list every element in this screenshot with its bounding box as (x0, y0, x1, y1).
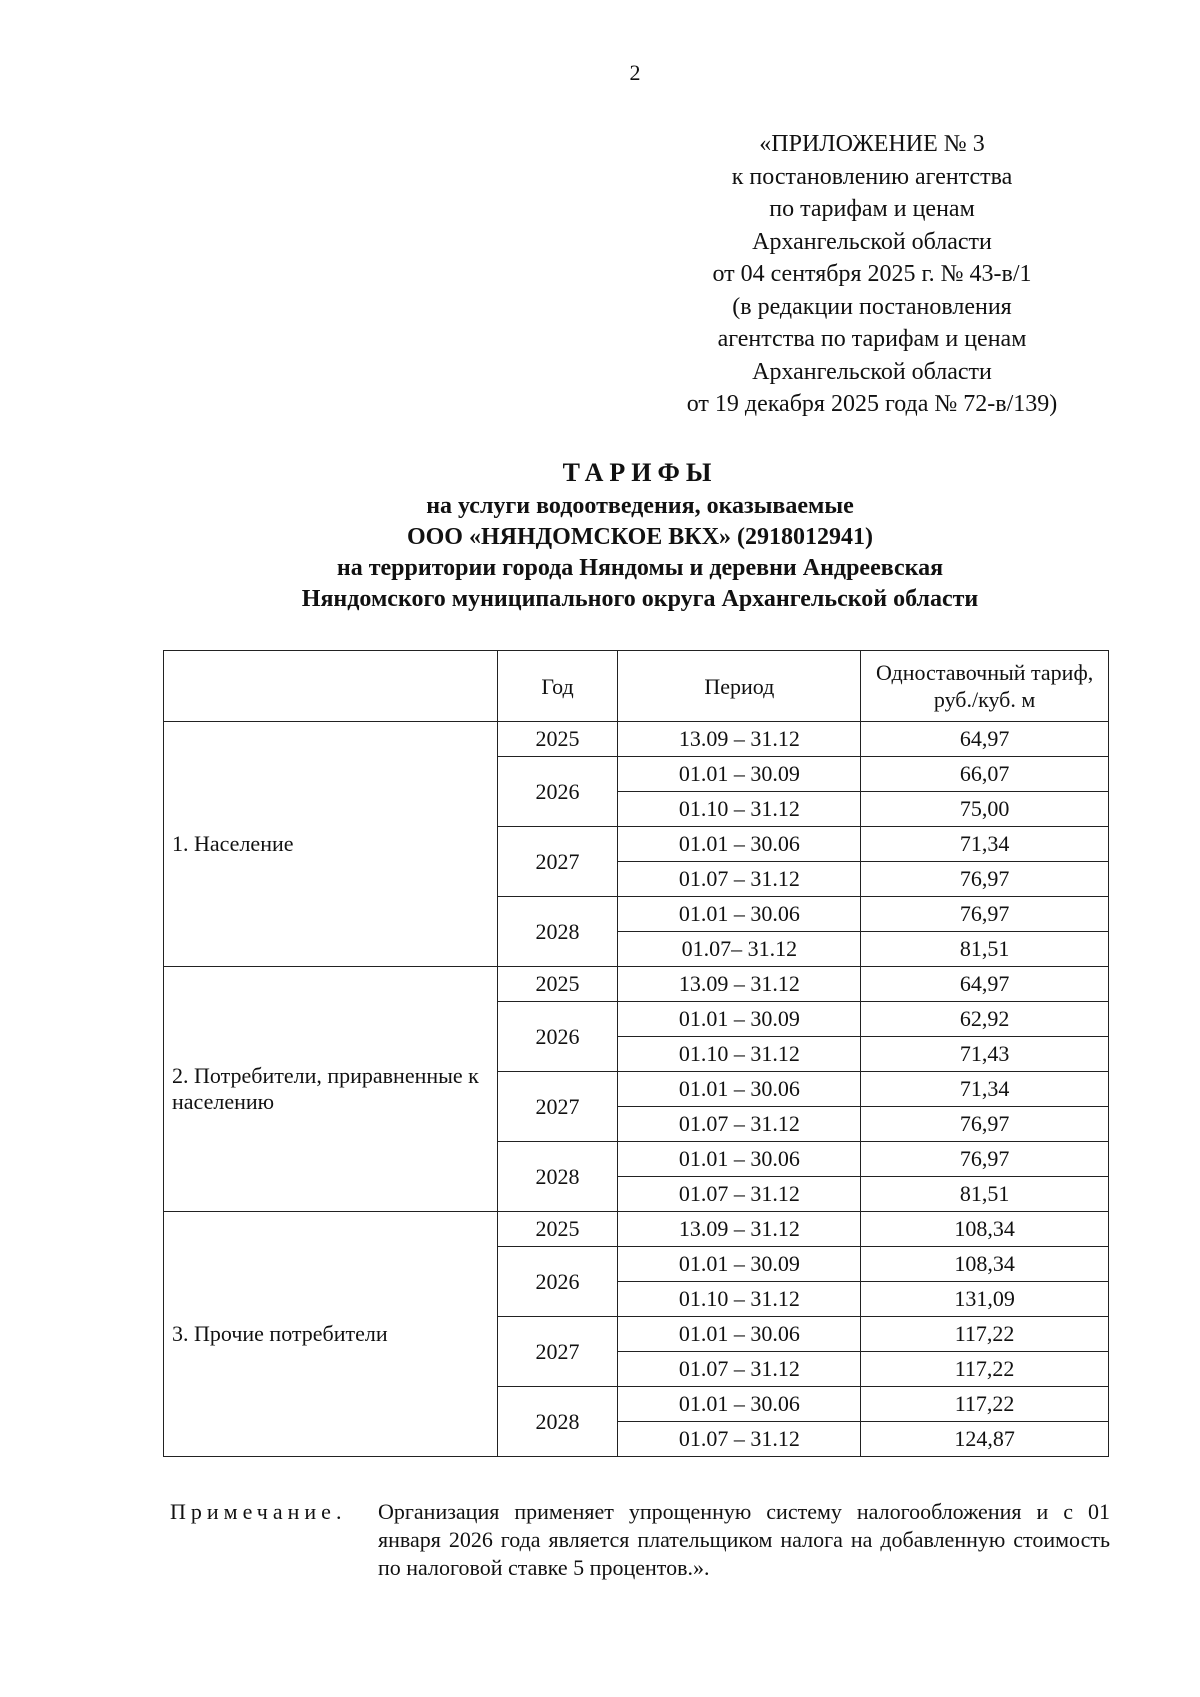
note-block (170, 1498, 1110, 1582)
appendix-line: Архангельской области (752, 228, 992, 255)
tariff-cell: 81,51 (861, 1177, 1109, 1212)
note-label: Примечание. (170, 1499, 347, 1524)
year-cell: 2027 (497, 827, 618, 897)
appendix-line: агентства по тарифам и ценам (717, 326, 1027, 352)
period-cell: 01.10 – 31.12 (618, 1282, 861, 1317)
period-cell: 01.01 – 30.06 (618, 827, 861, 862)
appendix-line: от 04 сентября 2025 г. № 43-в/1 (712, 261, 1032, 287)
tariff-cell: 75,00 (861, 792, 1109, 827)
year-cell: 2026 (497, 1002, 618, 1072)
header-year: Год (497, 651, 618, 722)
period-cell: 01.01 – 30.09 (618, 757, 861, 792)
tariff-cell: 64,97 (861, 722, 1109, 757)
tariff-cell: 124,87 (861, 1422, 1109, 1457)
title-main: ТАРИФЫ (562, 458, 718, 487)
year-cell: 2028 (497, 1387, 618, 1457)
header-period: Период (618, 651, 861, 722)
title-line: на территории города Няндомы и деревни Андреевская (336, 555, 944, 581)
tariff-cell: 108,34 (861, 1212, 1109, 1247)
year-cell: 2027 (497, 1072, 618, 1142)
period-cell: 01.07 – 31.12 (618, 1107, 861, 1142)
period-cell: 01.01 – 30.06 (618, 897, 861, 932)
tariff-cell: 117,22 (861, 1387, 1109, 1422)
tariff-cell: 71,34 (861, 827, 1109, 862)
year-cell: 2025 (497, 1212, 618, 1247)
title-line: Няндомского муниципального округа Архангельской области (301, 586, 979, 612)
document-title (150, 455, 1130, 615)
year-cell: 2028 (497, 1142, 618, 1212)
tariff-cell: 66,07 (861, 757, 1109, 792)
period-cell: 01.01 – 30.06 (618, 1072, 861, 1107)
consumer-group-name: 1. Население (164, 722, 498, 967)
period-cell: 01.01 – 30.09 (618, 1002, 861, 1037)
table-row (164, 722, 1109, 757)
appendix-header (642, 128, 1102, 421)
period-cell: 01.07 – 31.12 (618, 1422, 861, 1457)
header-tariff: Одноставочный тариф, руб./куб. м (861, 651, 1109, 722)
consumer-group-name: 3. Прочие потребители (164, 1212, 498, 1457)
period-cell: 01.01 – 30.09 (618, 1247, 861, 1282)
year-cell: 2026 (497, 757, 618, 827)
period-cell: 01.07 – 31.12 (618, 1177, 861, 1212)
tariff-cell: 76,97 (861, 1107, 1109, 1142)
year-cell: 2025 (497, 967, 618, 1002)
year-cell: 2026 (497, 1247, 618, 1317)
tariff-cell: 131,09 (861, 1282, 1109, 1317)
tariff-cell: 81,51 (861, 932, 1109, 967)
appendix-line: Архангельской области (752, 358, 992, 385)
table-row (164, 967, 1109, 1002)
tariff-table (163, 650, 1109, 1457)
tariff-cell: 62,92 (861, 1002, 1109, 1037)
consumer-group-name: 2. Потребители, приравненные к населению (164, 967, 498, 1212)
appendix-line: от 19 декабря 2025 года № 72-в/139) (686, 391, 1058, 417)
year-cell: 2028 (497, 897, 618, 967)
appendix-line: по тарифам и ценам (769, 196, 975, 222)
period-cell: 01.07 – 31.12 (618, 1352, 861, 1387)
note-text: Организация применяет упрощенную систему налогообложения и с 01 января 2026 года является плательщиком налога на добавленную стоимость по налоговой ставке 5 процентов.». (378, 1499, 1110, 1580)
year-cell: 2025 (497, 722, 618, 757)
period-cell: 01.01 – 30.06 (618, 1387, 861, 1422)
table-row (164, 1212, 1109, 1247)
period-cell: 01.07 – 31.12 (618, 862, 861, 897)
period-cell: 01.07– 31.12 (618, 932, 861, 967)
tariff-cell: 71,34 (861, 1072, 1109, 1107)
tariff-cell: 76,97 (861, 862, 1109, 897)
title-line: на услуги водоотведения, оказываемые (426, 493, 854, 519)
appendix-line: «ПРИЛОЖЕНИЕ № 3 (759, 131, 985, 157)
title-line: ООО «НЯНДОМСКОЕ ВКХ» (2918012941) (406, 524, 874, 550)
tariff-cell: 117,22 (861, 1317, 1109, 1352)
period-cell: 13.09 – 31.12 (618, 722, 861, 757)
tariff-cell: 76,97 (861, 1142, 1109, 1177)
appendix-line: (в редакции постановления (732, 293, 1012, 320)
table-header-row (164, 651, 1109, 722)
period-cell: 01.10 – 31.12 (618, 1037, 861, 1072)
period-cell: 13.09 – 31.12 (618, 967, 861, 1002)
year-cell: 2027 (497, 1317, 618, 1387)
tariff-cell: 71,43 (861, 1037, 1109, 1072)
tariff-cell: 108,34 (861, 1247, 1109, 1282)
tariff-cell: 64,97 (861, 967, 1109, 1002)
period-cell: 13.09 – 31.12 (618, 1212, 861, 1247)
period-cell: 01.10 – 31.12 (618, 792, 861, 827)
tariff-cell: 117,22 (861, 1352, 1109, 1387)
appendix-line: к постановлению агентства (731, 163, 1013, 190)
page-number: 2 (629, 60, 641, 85)
tariff-cell: 76,97 (861, 897, 1109, 932)
period-cell: 01.01 – 30.06 (618, 1142, 861, 1177)
header-consumer (164, 651, 498, 722)
period-cell: 01.01 – 30.06 (618, 1317, 861, 1352)
